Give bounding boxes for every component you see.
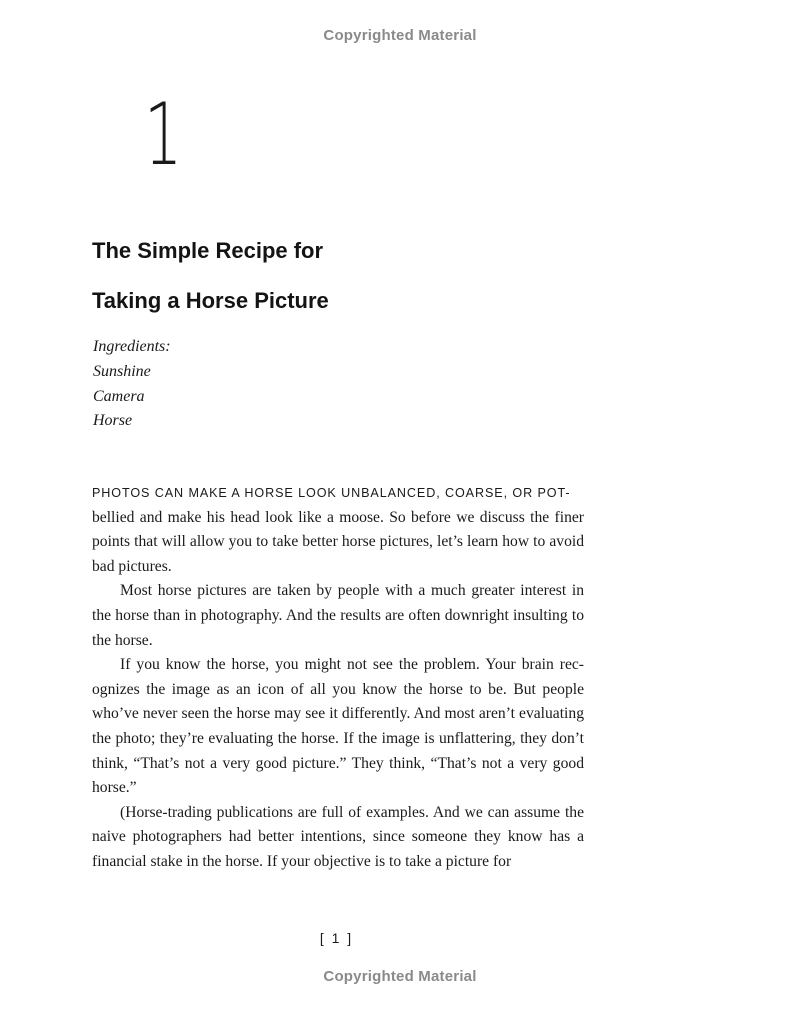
opening-small-caps: PHOTOS CAN MAKE A HORSE LOOK UNBALANCED, COARSE, OR POT- xyxy=(92,486,571,500)
page-number: [ 1 ] xyxy=(319,930,354,946)
copyright-watermark-top: Copyrighted Material xyxy=(323,27,477,44)
ingredients-list xyxy=(93,335,171,434)
ingredient-item: Horse xyxy=(93,412,133,430)
chapter-title-line-1: The Simple Recipe for xyxy=(92,238,324,263)
copyright-watermark-bottom: Copyrighted Material xyxy=(323,968,477,985)
paragraph-1 xyxy=(92,481,584,579)
paragraph-2: Most horse pictures are taken by people with a much greater interest in the horse than in photography. And the results are often downright insulting to the horse. xyxy=(92,582,584,649)
body-text xyxy=(92,481,584,875)
paragraph-3: If you know the horse, you might not see the problem. Your brain recognizes the image as an icon of all you know the horse to be. But people who’ve never seen the horse may see it differently. And most aren’t evaluating the photo; they’re evaluating the horse. If the image is unflattering, they don’t think, “That’s not a very good picture.” They think, “That’s not a very good horse.” xyxy=(92,656,584,797)
ingredients-heading: Ingredients: xyxy=(93,338,171,355)
paragraph-4: (Horse-trading publications are full of examples. And we can assume the naive photographers had better intentions, since someone they know has a financial stake in the horse. If your objective is to take a picture for xyxy=(92,803,584,870)
paragraph-1-text: bellied and make his head look like a moose. So before we discuss the finer points that will allow you to take better horse pictures, let’s learn how to avoid bad pictures. xyxy=(92,508,584,575)
chapter-number: 1 xyxy=(144,85,183,185)
ingredient-item: Camera xyxy=(93,387,145,405)
chapter-title xyxy=(92,226,592,326)
ingredient-item: Sunshine xyxy=(93,362,151,380)
chapter-title-line-2: Taking a Horse Picture xyxy=(92,288,329,313)
